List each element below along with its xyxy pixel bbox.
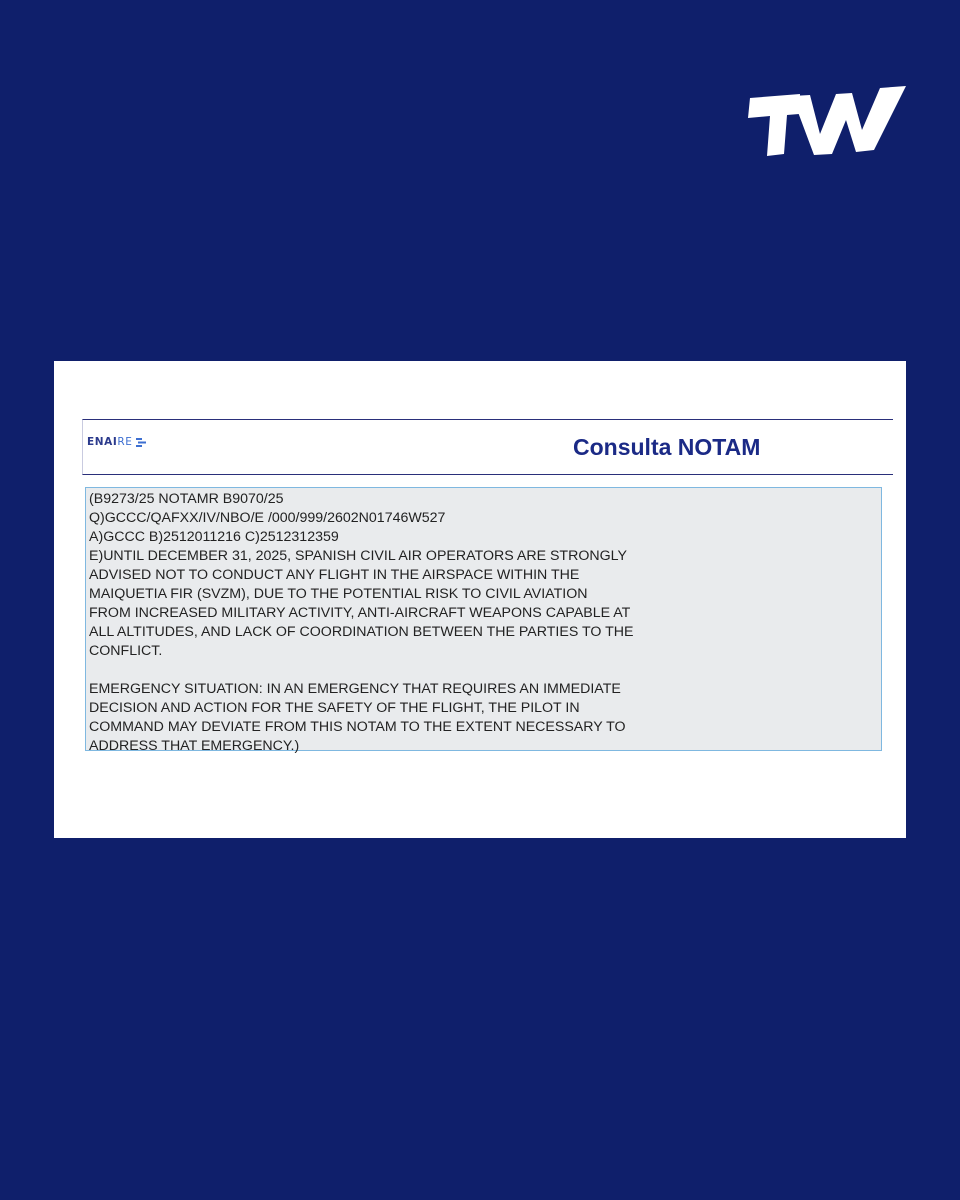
notam-line: A)GCCC B)2512011216 C)2512312359 xyxy=(89,529,339,545)
emergency-line: COMMAND MAY DEVIATE FROM THIS NOTAM TO THE EXTENT NECESSARY TO xyxy=(89,719,626,735)
document-header xyxy=(82,419,893,475)
notam-line: (B9273/25 NOTAMR B9070/25 xyxy=(89,491,284,507)
emergency-line: DECISION AND ACTION FOR THE SAFETY OF THE FLIGHT, THE PILOT IN xyxy=(89,700,580,716)
enaire-logo-text: ENAI xyxy=(87,436,118,448)
notam-line: Q)GCCC/QAFXX/IV/NBO/E /000/999/2602N01746W527 xyxy=(89,510,446,526)
page-title: Consulta NOTAM xyxy=(573,434,761,460)
notam-body xyxy=(89,490,881,661)
tvv-logo xyxy=(746,84,908,160)
notam-text-box xyxy=(85,487,882,754)
paragraph-gap xyxy=(89,661,881,680)
notam-line: FROM INCREASED MILITARY ACTIVITY, ANTI-AIRCRAFT WEAPONS CAPABLE AT xyxy=(89,605,631,621)
emergency-line: EMERGENCY SITUATION: IN AN EMERGENCY THAT REQUIRES AN IMMEDIATE xyxy=(89,681,621,697)
emergency-line: ADDRESS THAT EMERGENCY.) xyxy=(89,738,300,754)
enaire-logo-text-light: RE xyxy=(117,436,133,448)
notam-document xyxy=(54,361,906,838)
emergency-paragraph xyxy=(89,680,881,756)
notam-line: CONFLICT. xyxy=(89,643,163,659)
notam-line: ALL ALTITUDES, AND LACK OF COORDINATION BETWEEN THE PARTIES TO THE xyxy=(89,624,634,640)
notam-line: MAIQUETIA FIR (SVZM), DUE TO THE POTENTIAL RISK TO CIVIL AVIATION xyxy=(89,586,588,602)
notam-line: E)UNTIL DECEMBER 31, 2025, SPANISH CIVIL AIR OPERATORS ARE STRONGLY xyxy=(89,548,627,564)
enaire-logo xyxy=(87,435,146,449)
enaire-arrow-icon xyxy=(136,438,146,447)
notam-line: ADVISED NOT TO CONDUCT ANY FLIGHT IN THE AIRSPACE WITHIN THE xyxy=(89,567,580,583)
tvv-logo-icon xyxy=(746,84,908,160)
